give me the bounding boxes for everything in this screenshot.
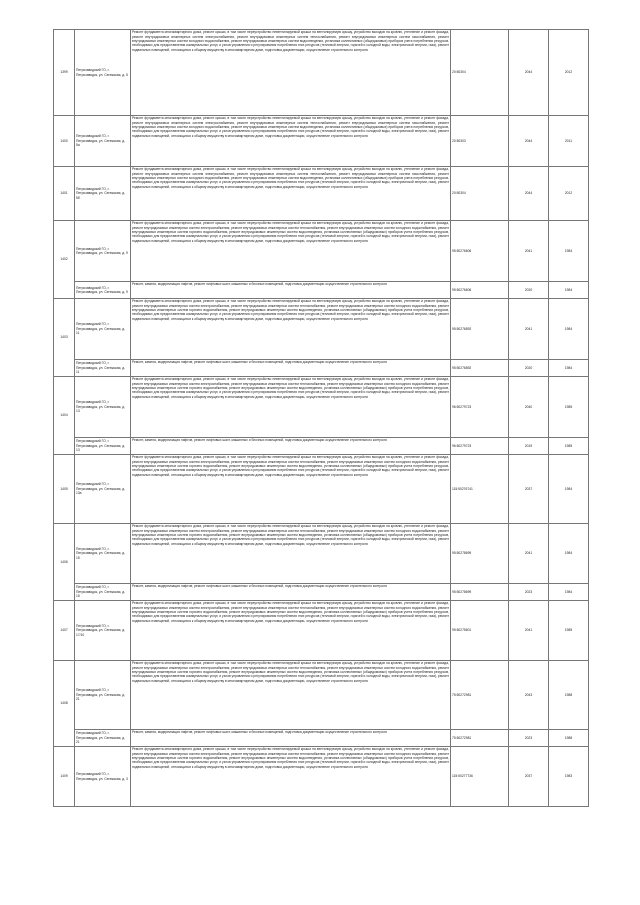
build-year: 1984: [549, 584, 589, 601]
table-row: [54, 455, 589, 524]
cadastral-code: 95:50276892: [451, 299, 509, 360]
cadastral-code: 115:50276741: [451, 455, 509, 524]
work-description: Ремонт, замена, модернизация лифтов, ремонт лифтовых шахт, машинных и блочных помещений, подготовка документации осуществление строительного контроля: [131, 360, 451, 377]
work-description: Ремонт фундамента многоквартирного дома, ремонт крыши, в том числе переустройство невентилируемой крыши на вентилируемую крышу, устройство выходов на кровлю, утепление и ремонт фасада, ремонт внутридомовых инженерных систем электроснабжения, ремонт внутридомовых инженерных систем теплоснабжения, ремонт внутридомовых инженерных систем газоснабжения, ремонт внутридомовых инженерных систем холодного водоснабжения, ремонт внутридомовых инженерных систем водоотведения, установка коллективных (общедомовых) приборов учета потребления ресурсов, необходимых для предоставления коммунальных услуг, и узлов управления и регулирования потребления этих ресурсов (тепловой энергии, горячей и холодной воды, электрической энергии, газа), ремонт подвальных помещений, относящихся к общему имуществу в многоквартирном доме, подготовка документации, осуществление строительного контроля: [131, 30, 451, 116]
build-year: 1988: [549, 661, 589, 730]
address-cell: Петрозаводский ГО, г. Петрозаводск, ул. Сегежская, д. 5: [75, 30, 131, 116]
table-row: [54, 116, 589, 167]
address-cell: Петрозаводский ГО, г. Петрозаводск, ул. Сегежская, д. 9: [75, 221, 131, 282]
work-description: Ремонт фундамента многоквартирного дома, ремонт крыши, в том числе переустройство невентилируемой крыши на вентилируемую крышу, устройство выходов на кровлю, утепление и ремонт фасада, ремонт внутридомовых инженерных систем электроснабжения, ремонт внутридомовых инженерных систем теплоснабжения, ремонт внутридомовых инженерных систем газоснабжения, ремонт внутридомовых инженерных систем холодного водоснабжения, ремонт внутридомовых инженерных систем водоотведения, установка коллективных (общедомовых) приборов учета потребления ресурсов, необходимых для предоставления коммунальных услуг, и узлов управления и регулирования потребления этих ресурсов (тепловой энергии, горячей и холодной воды, электрической энергии, газа), ремонт подвальных помещений, относящихся к общему имуществу в многоквартирном доме, подготовка документации, осуществление строительного контроля: [131, 116, 451, 167]
work-description: Ремонт фундамента многоквартирного дома, ремонт крыши, в том числе переустройство невентилируемой крыши на вентилируемую крышу, устройство выходов на кровлю, утепление и ремонт фасада, ремонт внутридомовых инженерных систем электроснабжения, ремонт внутридомовых инженерных систем теплоснабжения, ремонт внутридомовых инженерных систем газоснабжения, ремонт внутридомовых инженерных систем холодного водоснабжения, ремонт внутридомовых инженерных систем водоотведения, установка коллективных (общедомовых) приборов учета потребления ресурсов, необходимых для предоставления коммунальных услуг, и узлов управления и регулирования потребления этих ресурсов (тепловой энергии, горячей и холодной воды, электрической энергии, газа), ремонт подвальных помещений, относящихся к общему имуществу в многоквартирном доме, подготовка документации, осуществление строительного контроля: [131, 167, 451, 221]
work-description: Ремонт фундамента многоквартирного дома, ремонт крыши, в том числе переустройство невентилируемой крыши на вентилируемую крышу, устройство выходов на кровлю, утепление и ремонт фасада, ремонт внутридомовых инженерных систем электроснабжения, ремонт внутридомовых инженерных систем теплоснабжения, ремонт внутридомовых инженерных систем холодного водоснабжения, ремонт внутридомовых инженерных систем горячего водоснабжения, ремонт внутридомовых инженерных систем водоотведения, установка коллективных (общедомовых) приборов учета потребления ресурсов, необходимых для предоставления коммунальных услуг, и узлов управления и регулирования потребления этих ресурсов (тепловой энергии, горячей и холодной воды, электрической энергии, газа), ремонт подвальных помещений, относящихся к общему имуществу в многоквартирном доме, подготовка документации, осуществление строительного контроля: [131, 221, 451, 282]
address-cell: Петрозаводский ГО, г. Петрозаводск, ул. Сегежская, д. 17/10: [75, 601, 131, 661]
table-row: [54, 661, 589, 730]
work-description: Ремонт фундамента многоквартирного дома, ремонт крыши, в том числе переустройство невентилируемой крыши на вентилируемую крышу, устройство выходов на кровлю, утепление и ремонт фасада, ремонт внутридомовых инженерных систем электроснабжения, ремонт внутридомовых инженерных систем теплоснабжения, ремонт внутридомовых инженерных систем холодного водоснабжения, ремонт внутридомовых инженерных систем горячего водоснабжения, ремонт внутридомовых инженерных систем водоотведения, установка коллективных (общедомовых) приборов учета потребления ресурсов, необходимых для предоставления коммунальных услуг, и узлов управления и регулирования потребления этих ресурсов (тепловой энергии, горячей и холодной воды, электрической энергии, газа), ремонт подвальных помещений, относящихся к общему имуществу в многоквартирном доме, подготовка документации, осуществление строительного контроля: [131, 455, 451, 524]
build-year: 1984: [549, 299, 589, 360]
build-year: 1984: [549, 221, 589, 282]
build-year: 1985: [549, 601, 589, 661]
planned-year: 2044: [509, 167, 549, 221]
row-number: 1406: [54, 524, 75, 601]
planned-year: 2023: [509, 730, 549, 747]
address-cell: Петрозаводский ГО, г. Петрозаводск, ул. Сегежская, д. 13: [75, 438, 131, 455]
build-year: 1983: [549, 747, 589, 807]
build-year: 2012: [549, 167, 589, 221]
work-description: Ремонт, замена, модернизация лифтов, ремонт лифтовых шахт, машинных и блочных помещений, подготовка документации осуществление строительного контроля: [131, 438, 451, 455]
planned-year: 2041: [509, 601, 549, 661]
address-cell: Петрозаводский ГО, г. Петрозаводск, ул. Сегежская, д. 15: [75, 584, 131, 601]
row-number: 1408: [54, 661, 75, 747]
address-cell: Петрозаводский ГО, г. Петрозаводск, ул. Сегежская, д. 3: [75, 747, 131, 807]
build-year: 1984: [549, 360, 589, 377]
build-year: 1985: [549, 377, 589, 438]
planned-year: 2037: [509, 455, 549, 524]
table-row: [54, 601, 589, 661]
address-cell: Петрозаводский ГО, г. Петрозаводск, ул. Сегежская, д. 21: [75, 661, 131, 730]
table-row: [54, 438, 589, 455]
planned-year: 2041: [509, 524, 549, 584]
row-number: 1401: [54, 167, 75, 221]
build-year: 1984: [549, 282, 589, 299]
planned-year: 2019: [509, 438, 549, 455]
build-year: 1984: [549, 524, 589, 584]
row-number: 1402: [54, 221, 75, 299]
planned-year: 2020: [509, 360, 549, 377]
row-number: 1403: [54, 299, 75, 377]
address-cell: Петрозаводский ГО, г. Петрозаводск, ул. Сегежская, д. 5а: [75, 116, 131, 167]
planned-year: 2043: [509, 661, 549, 730]
table-row: [54, 221, 589, 282]
table-row: [54, 167, 589, 221]
table-row: [54, 360, 589, 377]
address-cell: Петрозаводский ГО, г. Петрозаводск, ул. Сегежская, д. 15: [75, 524, 131, 584]
work-description: Ремонт фундамента многоквартирного дома, ремонт крыши, в том числе переустройство невентилируемой крыши на вентилируемую крышу, устройство выходов на кровлю, утепление и ремонт фасада, ремонт внутридомовых инженерных систем электроснабжения, ремонт внутридомовых инженерных систем теплоснабжения, ремонт внутридомовых инженерных систем холодного водоснабжения, ремонт внутридомовых инженерных систем горячего водоснабжения, ремонт внутридомовых инженерных систем водоотведения, установка коллективных (общедомовых) приборов учета потребления ресурсов, необходимых для предоставления коммунальных услуг, и узлов управления и регулирования потребления этих ресурсов (тепловой энергии, горячей и холодной воды, электрической энергии, газа), ремонт подвальных помещений, относящихся к общему имуществу в многоквартирном доме, подготовка документации, осуществление строительного контроля: [131, 601, 451, 661]
work-description: Ремонт фундамента многоквартирного дома, ремонт крыши, в том числе переустройство невентилируемой крыши на вентилируемую крышу, устройство выходов на кровлю, утепление и ремонт фасада, ремонт внутридомовых инженерных систем электроснабжения, ремонт внутридомовых инженерных систем теплоснабжения, ремонт внутридомовых инженерных систем холодного водоснабжения, ремонт внутридомовых инженерных систем горячего водоснабжения, ремонт внутридомовых инженерных систем водоотведения, установка коллективных (общедомовых) приборов учета потребления ресурсов, необходимых для предоставления коммунальных услуг, и узлов управления и регулирования потребления этих ресурсов (тепловой энергии, горячей и холодной воды, электрической энергии, газа), ремонт подвальных помещений, относящихся к общему имуществу в многоквартирном доме, подготовка документации, осуществление строительного контроля: [131, 377, 451, 438]
work-description: Ремонт, замена, модернизация лифтов, ремонт лифтовых шахт, машинных и блочных помещений, подготовка документации осуществление строительного контроля: [131, 584, 451, 601]
planned-year: 2023: [509, 584, 549, 601]
cadastral-code: 96:50279723: [451, 438, 509, 455]
planned-year: 2041: [509, 221, 549, 282]
build-year: 2012: [549, 30, 589, 116]
address-cell: Петрозаводский ГО, г. Петрозаводск, ул. Сегежская, д. 5б: [75, 167, 131, 221]
address-cell: Петрозаводский ГО, г. Петрозаводск, ул. Сегежская, д. 11: [75, 299, 131, 360]
planned-year: 2044: [509, 30, 549, 116]
row-number: 1404: [54, 377, 75, 455]
table-row: [54, 584, 589, 601]
address-cell: Петрозаводский ГО, г. Петрозаводск, ул. Сегежская, д. 21: [75, 730, 131, 747]
planned-year: 2040: [509, 377, 549, 438]
row-number: 1399: [54, 30, 75, 116]
build-year: 1984: [549, 455, 589, 524]
cadastral-code: 20:50303: [451, 116, 509, 167]
table-row: [54, 282, 589, 299]
planned-year: 2037: [509, 747, 549, 807]
cadastral-code: 20:50304: [451, 167, 509, 221]
cadastral-code: 95:50278699: [451, 584, 509, 601]
cadastral-code: 95:50275601: [451, 601, 509, 661]
cadastral-code: 95:50278699: [451, 524, 509, 584]
address-cell: Петрозаводский ГО, г. Петрозаводск, ул. Сегежская, д. 9: [75, 282, 131, 299]
cadastral-code: 20:50304: [451, 30, 509, 116]
row-number: 1400: [54, 116, 75, 167]
table-row: [54, 524, 589, 584]
cadastral-code: 95:50276892: [451, 360, 509, 377]
work-description: Ремонт фундамента многоквартирного дома, ремонт крыши, в том числе переустройство невентилируемой крыши на вентилируемую крышу, устройство выходов на кровлю, утепление и ремонт фасада, ремонт внутридомовых инженерных систем электроснабжения, ремонт внутридомовых инженерных систем теплоснабжения, ремонт внутридомовых инженерных систем холодного водоснабжения, ремонт внутридомовых инженерных систем горячего водоснабжения, ремонт внутридомовых инженерных систем водоотведения, установка коллективных (общедомовых) приборов учета потребления ресурсов, необходимых для предоставления коммунальных услуг, и узлов управления и регулирования потребления этих ресурсов (тепловой энергии, горячей и холодной воды, электрической энергии, газа), ремонт подвальных помещений, относящихся к общему имуществу в многоквартирном доме, подготовка документации, осуществление строительного контроля: [131, 524, 451, 584]
table-row: [54, 377, 589, 438]
address-cell: Петрозаводский ГО, г. Петрозаводск, ул. Сегежская, д. 13: [75, 377, 131, 438]
work-description: Ремонт, замена, модернизация лифтов, ремонт лифтовых шахт, машинных и блочных помещений, подготовка документации осуществление строительного контроля: [131, 730, 451, 747]
planned-year: 2041: [509, 299, 549, 360]
cadastral-code: 95:50276606: [451, 282, 509, 299]
work-description: Ремонт фундамента многоквартирного дома, ремонт крыши, в том числе переустройство невентилируемой крыши на вентилируемую крышу, устройство выходов на кровлю, утепление и ремонт фасада, ремонт внутридомовых инженерных систем электроснабжения, ремонт внутридомовых инженерных систем теплоснабжения, ремонт внутридомовых инженерных систем холодного водоснабжения, ремонт внутридомовых инженерных систем горячего водоснабжения, ремонт внутридомовых инженерных систем водоотведения, установка коллективных (общедомовых) приборов учета потребления ресурсов, необходимых для предоставления коммунальных услуг, и узлов управления и регулирования потребления этих ресурсов (тепловой энергии, горячей и холодной воды, электрической энергии, газа), ремонт подвальных помещений, относящихся к общему имуществу в многоквартирном доме, подготовка документации, осуществление строительного контроля: [131, 661, 451, 730]
build-year: 2011: [549, 116, 589, 167]
cadastral-code: 96:50279723: [451, 377, 509, 438]
work-description: Ремонт фундамента многоквартирного дома, ремонт крыши, в том числе переустройство невентилируемой крыши на вентилируемую крышу, устройство выходов на кровлю, утепление и ремонт фасада, ремонт внутридомовых инженерных систем электроснабжения, ремонт внутридомовых инженерных систем теплоснабжения, ремонт внутридомовых инженерных систем холодного водоснабжения, ремонт внутридомовых инженерных систем горячего водоснабжения, ремонт внутридомовых инженерных систем водоотведения, установка коллективных (общедомовых) приборов учета потребления ресурсов, необходимых для предоставления коммунальных услуг, и узлов управления и регулирования потребления этих ресурсов (тепловой энергии, горячей и холодной воды, электрической энергии, газа), ремонт подвальных помещений, относящихся к общему имуществу в многоквартирном доме, подготовка документации, осуществление строительного контроля: [131, 299, 451, 360]
work-description: Ремонт фундамента многоквартирного дома, ремонт крыши, в том числе переустройство невентилируемой крыши на вентилируемую крышу, устройство выходов на кровлю, утепление и ремонт фасада, ремонт внутридомовых инженерных систем электроснабжения, ремонт внутридомовых инженерных систем теплоснабжения, ремонт внутридомовых инженерных систем холодного водоснабжения, ремонт внутридомовых инженерных систем горячего водоснабжения, ремонт внутридомовых инженерных систем водоотведения, установка коллективных (общедомовых) приборов учета потребления ресурсов, необходимых для предоставления коммунальных услуг, и узлов управления и регулирования потребления этих ресурсов (тепловой энергии, горячей и холодной воды, электрической энергии, газа), ремонт подвальных помещений, относящихся к общему имуществу в многоквартирном доме, подготовка документации, осуществление строительного контроля: [131, 747, 451, 807]
cadastral-code: 95:50276606: [451, 221, 509, 282]
row-number: 1409: [54, 747, 75, 807]
build-year: 1988: [549, 730, 589, 747]
table-row: [54, 30, 589, 116]
cadastral-code: 115:50277736: [451, 747, 509, 807]
work-description: Ремонт, замена, модернизация лифтов, ремонт лифтовых шахт, машинных и блочных помещений, подготовка документации осуществление строительного контроля: [131, 282, 451, 299]
build-year: 1985: [549, 438, 589, 455]
planned-year: 2044: [509, 116, 549, 167]
table-row: [54, 747, 589, 807]
table-row: [54, 299, 589, 360]
planned-year: 2020: [509, 282, 549, 299]
capital-repair-table: [53, 29, 589, 807]
address-cell: Петрозаводский ГО, г. Петрозаводск, ул. Сегежская, д. 11: [75, 360, 131, 377]
row-number: 1407: [54, 601, 75, 661]
cadastral-code: 75:50272981: [451, 730, 509, 747]
address-cell: Петрозаводский ГО, г. Петрозаводск, ул. Сегежская, д. 13а: [75, 455, 131, 524]
table-row: [54, 730, 589, 747]
cadastral-code: 75:50272981: [451, 661, 509, 730]
row-number: 1405: [54, 455, 75, 524]
